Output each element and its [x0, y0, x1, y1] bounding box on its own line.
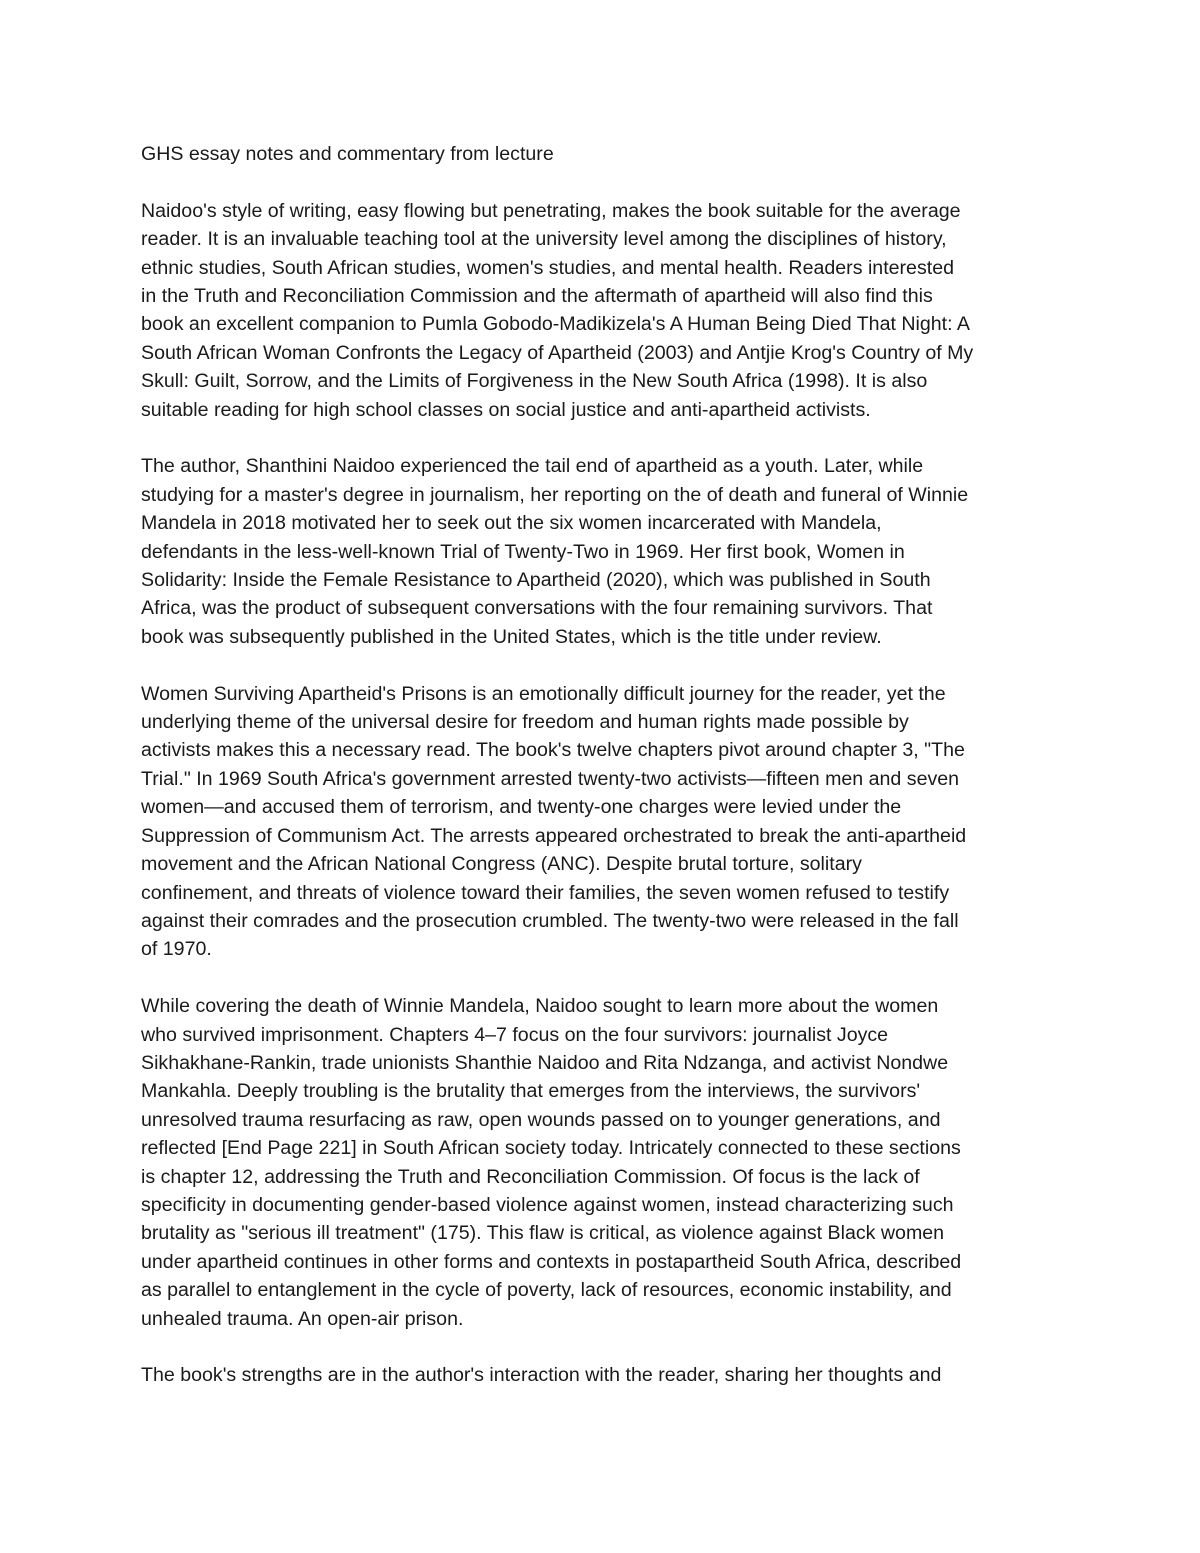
text-line: brutality as "serious ill treatment" (175). This flaw is critical, as violence against Black women [141, 1222, 945, 1245]
text-line: is chapter 12, addressing the Truth and Reconciliation Commission. Of focus is the lack of [141, 1165, 920, 1188]
paragraph [141, 1361, 1066, 1389]
text-line: Women Surviving Apartheid's Prisons is an emotionally difficult journey for the reader, yet the [141, 682, 946, 705]
text-line: Mankahla. Deeply troubling is the brutality that emerges from the interviews, the survivors' [141, 1080, 921, 1103]
paragraph [141, 197, 1066, 424]
paragraph [141, 452, 1066, 651]
text-line: confinement, and threats of violence toward their families, the seven women refused to testify [141, 881, 950, 904]
text-line: book an excellent companion to Pumla Gobodo-Madikizela's A Human Being Died That Night: A [141, 313, 970, 336]
paragraph [141, 680, 1066, 964]
text-line: women—and accused them of terrorism, and twenty-one charges were levied under the [141, 796, 902, 819]
text-line: Skull: Guilt, Sorrow, and the Limits of Forgiveness in the New South Africa (1998). It is also [141, 370, 928, 393]
text-line: Suppression of Communism Act. The arrests appeared orchestrated to break the anti-apartheid [141, 824, 967, 847]
text-line: reflected [End Page 221] in South African society today. Intricately connected to these sections [141, 1137, 961, 1160]
text-line: suitable reading for high school classes on social justice and anti-apartheid activists. [141, 398, 871, 421]
text-line: studying for a master's degree in journalism, her reporting on the of death and funeral of Winnie [141, 483, 969, 506]
paragraph-list [141, 197, 1066, 1390]
text-line: reader. It is an invaluable teaching tool at the university level among the disciplines of history, [141, 228, 947, 251]
text-line: defendants in the less-well-known Trial of Twenty-Two in 1969. Her first book, Women in [141, 540, 905, 563]
text-line: unresolved trauma resurfacing as raw, open wounds passed on to younger generations, and [141, 1108, 941, 1131]
text-line: specificity in documenting gender-based violence against women, instead characterizing such [141, 1193, 954, 1216]
text-line: as parallel to entanglement in the cycle of poverty, lack of resources, economic instability, and [141, 1279, 952, 1302]
text-line: book was subsequently published in the United States, which is the title under review. [141, 625, 882, 648]
text-line: under apartheid continues in other forms and contexts in postapartheid South Africa, described [141, 1250, 962, 1273]
text-line: in the Truth and Reconciliation Commission and the aftermath of apartheid will also find this [141, 285, 933, 308]
text-line: activists makes this a necessary read. The book's twelve chapters pivot around chapter 3, "The [141, 739, 965, 762]
text-line: Naidoo's style of writing, easy flowing but penetrating, makes the book suitable for the average [141, 199, 961, 222]
text-line: Sikhakhane-Rankin, trade unionists Shanthie Naidoo and Rita Ndzanga, and activist Nondwe [141, 1051, 949, 1074]
text-line: movement and the African National Congress (ANC). Despite brutal torture, solitary [141, 853, 862, 876]
text-line: ethnic studies, South African studies, women's studies, and mental health. Readers interested [141, 256, 954, 279]
document-title: GHS essay notes and commentary from lecture [141, 143, 554, 165]
text-line: who survived imprisonment. Chapters 4–7 focus on the four survivors: journalist Joyce [141, 1023, 889, 1046]
text-line: Solidarity: Inside the Female Resistance to Apartheid (2020), which was published in South [141, 569, 931, 592]
text-line: Trial." In 1969 South Africa's government arrested twenty-two activists—fifteen men and seven [141, 767, 960, 790]
text-line: The author, Shanthini Naidoo experienced the tail end of apartheid as a youth. Later, while [141, 455, 924, 478]
text-line: Africa, was the product of subsequent conversations with the four remaining survivors. That [141, 597, 933, 620]
text-line: of 1970. [141, 938, 212, 961]
text-line: against their comrades and the prosecution crumbled. The twenty-two were released in the fall [141, 909, 959, 932]
paragraph [141, 992, 1066, 1333]
text-line: unhealed trauma. An open-air prison. [141, 1307, 464, 1330]
text-line: While covering the death of Winnie Mandela, Naidoo sought to learn more about the women [141, 995, 939, 1018]
text-line: The book's strengths are in the author's interaction with the reader, sharing her thoughts and [141, 1364, 942, 1387]
document-body [141, 140, 1066, 1418]
text-line: South African Woman Confronts the Legacy of Apartheid (2003) and Antjie Krog's Country of My [141, 341, 974, 364]
text-line: underlying theme of the universal desire for freedom and human rights made possible by [141, 711, 909, 734]
text-line: Mandela in 2018 motivated her to seek out the six women incarcerated with Mandela, [141, 512, 882, 535]
